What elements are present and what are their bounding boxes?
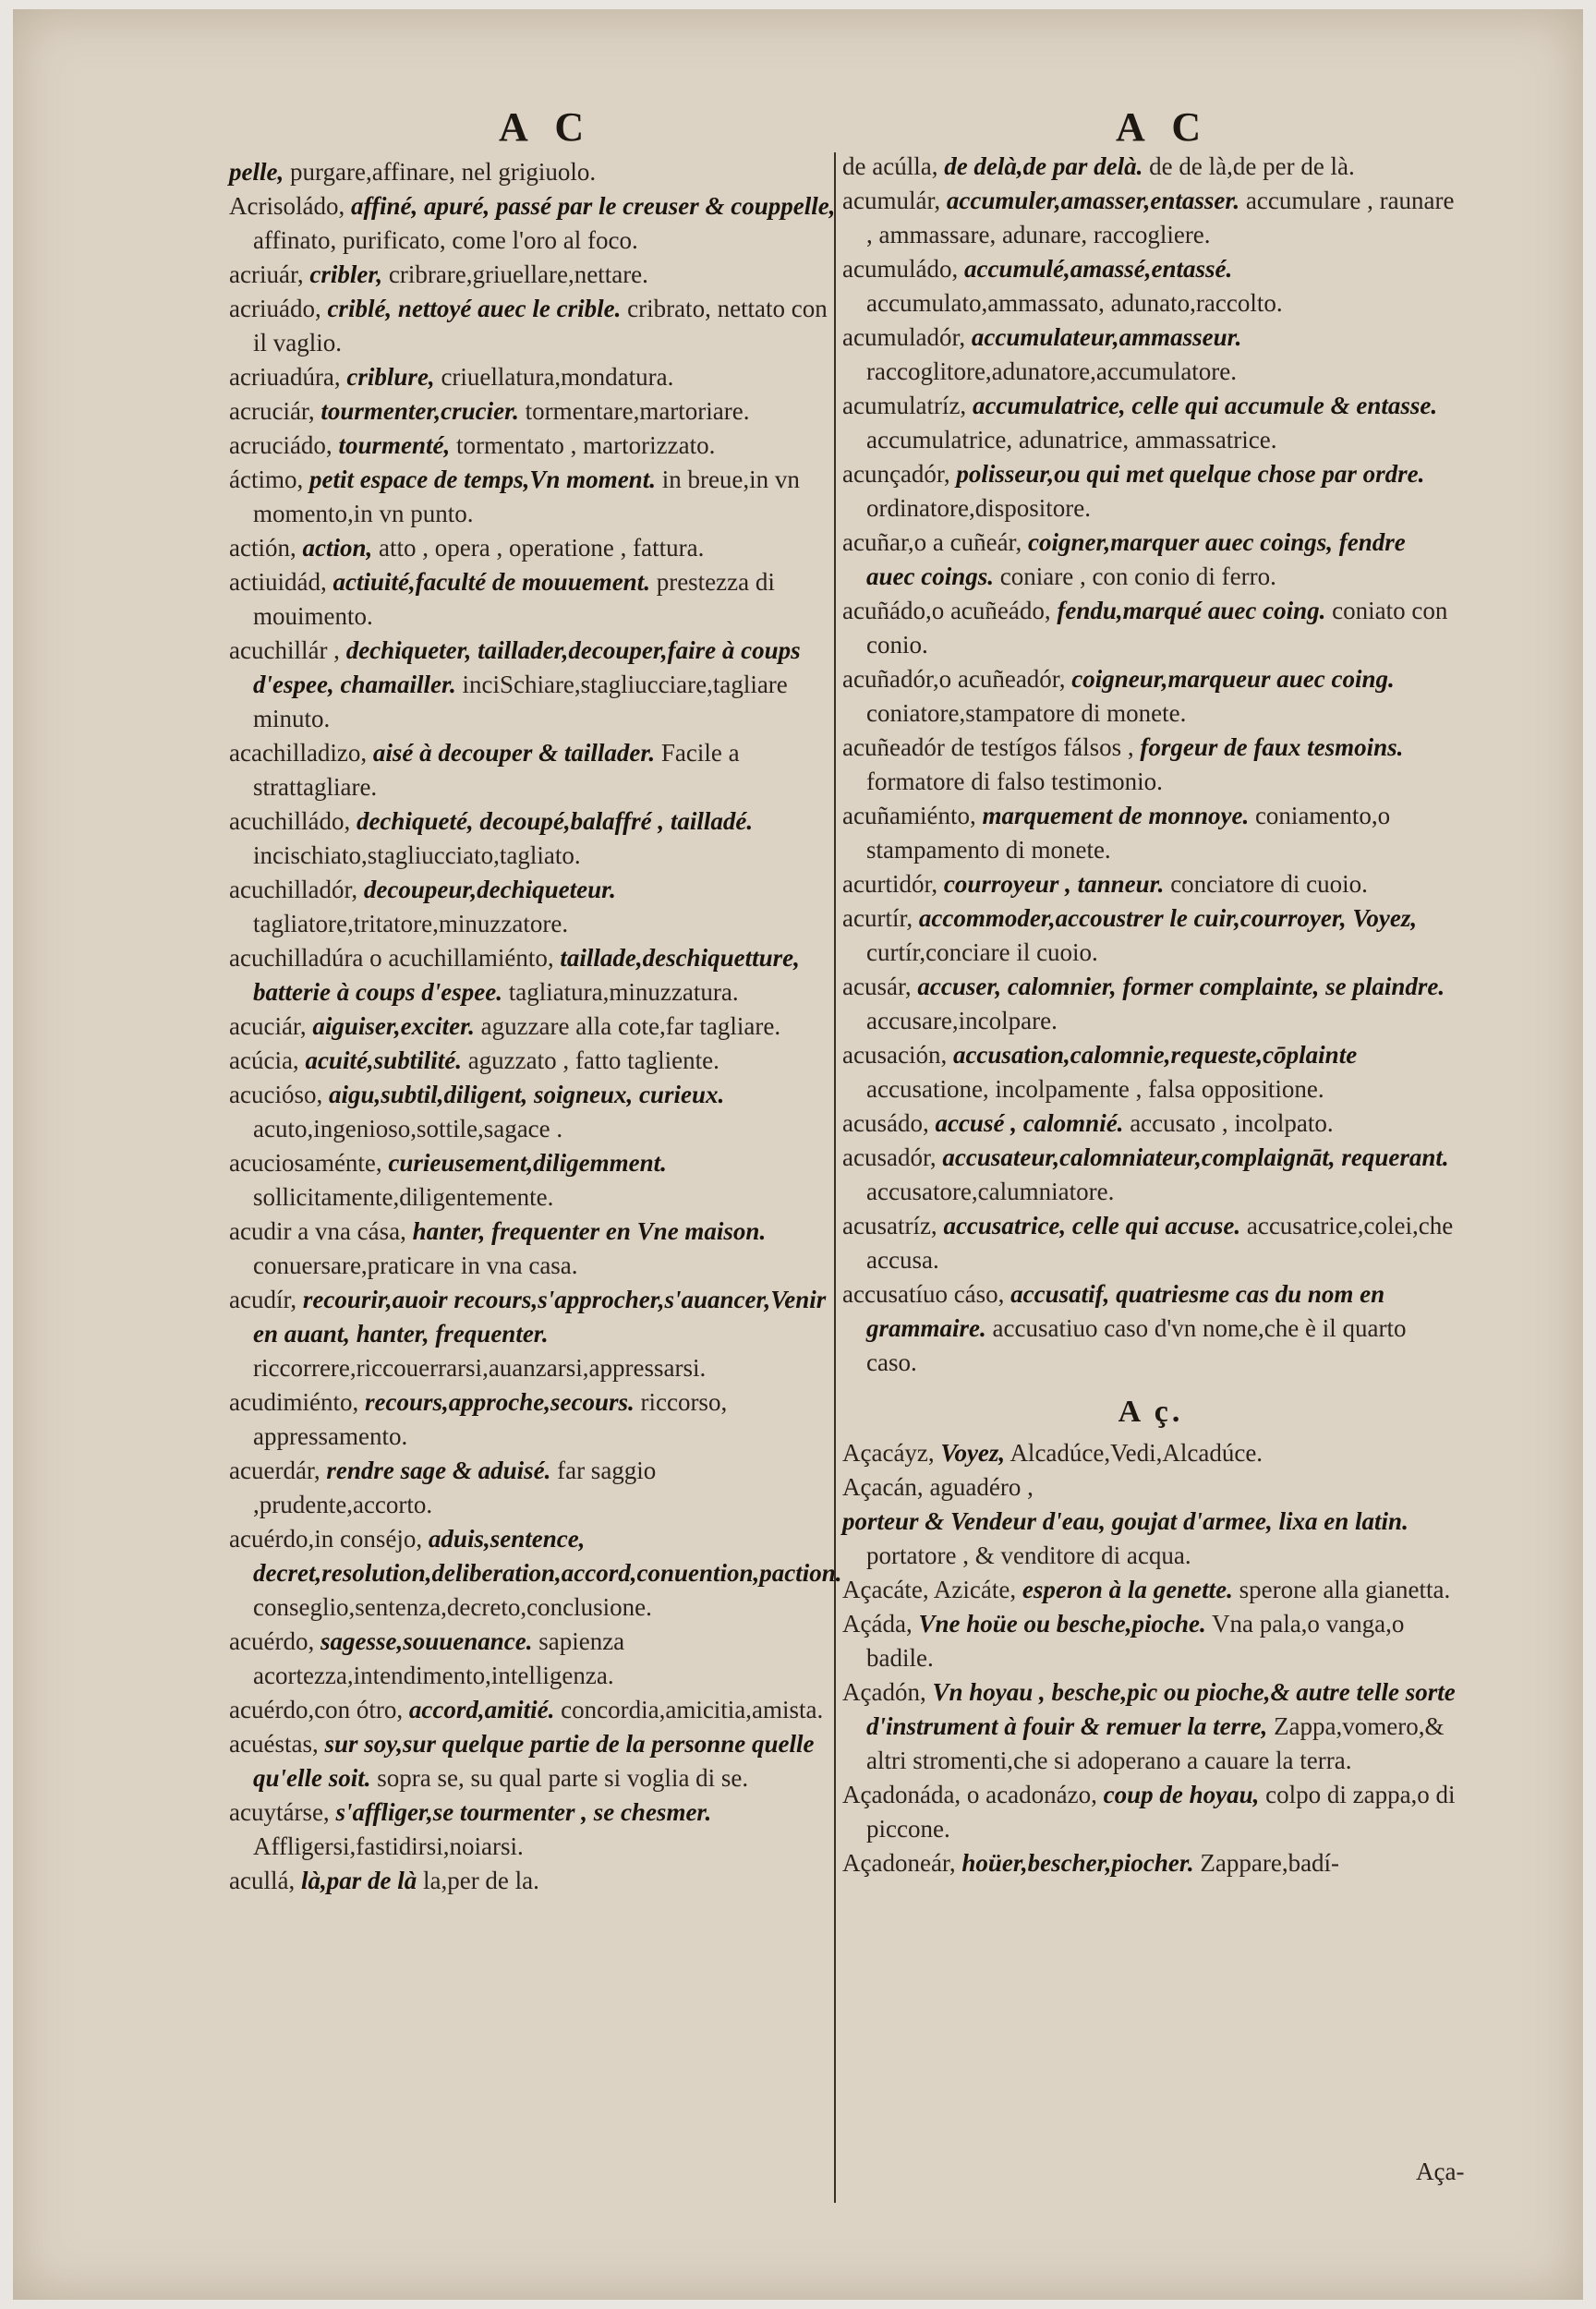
dictionary-entry bbox=[842, 252, 1459, 320]
entry-french-gloss: s'affliger,se tourmenter , se chesmer. bbox=[335, 1798, 712, 1826]
entry-headword: Açacán, bbox=[842, 1473, 924, 1501]
entry-headword: acusadór, bbox=[842, 1143, 937, 1171]
section-heading: A ç. bbox=[1118, 1395, 1184, 1429]
entry-headword: acumuladór, bbox=[842, 323, 966, 351]
entry-headword: acachilladizo, bbox=[229, 739, 368, 767]
entry-italian-gloss: tormentare,martoriare. bbox=[525, 397, 750, 425]
entry-french-gloss: rendre sage & aduisé. bbox=[326, 1457, 551, 1484]
entry-italian-gloss: Vna pala,o vanga,o badile. bbox=[866, 1610, 1405, 1672]
entry-italian-gloss: criuellatura,mondatura. bbox=[441, 363, 674, 391]
dictionary-entry bbox=[842, 1470, 1459, 1505]
dictionary-entry bbox=[229, 634, 839, 736]
entry-headword: Açacáte, Azicáte, bbox=[842, 1576, 1017, 1603]
dictionary-entry bbox=[229, 531, 839, 565]
entry-headword: Açáda, bbox=[842, 1610, 913, 1638]
dictionary-entry bbox=[229, 1454, 839, 1522]
entry-headword: áctimo, bbox=[229, 465, 304, 493]
entry-italian-gloss: conseglio,sentenza,decreto,conclusione. bbox=[253, 1593, 652, 1621]
entry-french-gloss: fendu,marqué auec coing. bbox=[1057, 597, 1326, 624]
entry-headword: acuéstas, bbox=[229, 1730, 319, 1758]
entry-italian-gloss: coniato con conio. bbox=[866, 597, 1448, 659]
entry-french-gloss: hanter, frequenter en Vne maison. bbox=[412, 1217, 767, 1245]
entry-italian-gloss: accumulare , raunare , ammassare, adunare, raccogliere. bbox=[866, 187, 1455, 248]
entry-headword: acullá, bbox=[229, 1867, 296, 1894]
entry-headword: actión, bbox=[229, 534, 296, 562]
entry-french-gloss: sur soy,sur quelque partie de la personne quelle qu'elle soit. bbox=[253, 1730, 815, 1792]
entry-italian-gloss: accusato , incolpato. bbox=[1130, 1109, 1334, 1137]
entry-french-gloss: petit espace de temps,Vn moment. bbox=[308, 465, 656, 493]
entry-french-gloss: accusatrice, celle qui accuse. bbox=[943, 1212, 1241, 1239]
entry-headword: acuérdo,con ótro, bbox=[229, 1696, 404, 1723]
dictionary-entry bbox=[842, 1209, 1459, 1277]
entry-italian-gloss: portatore , & venditore di acqua. bbox=[866, 1541, 1191, 1569]
entry-french-gloss: recours,approche,secours. bbox=[364, 1388, 635, 1416]
dictionary-entry bbox=[842, 457, 1459, 526]
entry-italian-gloss: riccorrere,riccouerrarsi,auanzarsi,appressarsi. bbox=[253, 1354, 707, 1382]
dictionary-entry bbox=[229, 804, 839, 873]
entry-italian-gloss: sopra se, su qual parte si voglia di se. bbox=[377, 1764, 749, 1792]
entry-italian-gloss: coniatore,stampatore di monete. bbox=[866, 699, 1187, 727]
entry-french-gloss: porteur & Vendeur d'eau, goujat d'armee, lixa en latin. bbox=[842, 1507, 1409, 1535]
dictionary-entry bbox=[842, 1277, 1459, 1380]
entry-french-gloss: accumulateur,ammasseur. bbox=[971, 323, 1242, 351]
right-column-entries-a bbox=[842, 150, 1459, 1380]
entry-italian-gloss: la,per de la. bbox=[422, 1867, 539, 1894]
entry-headword: de acúlla, bbox=[842, 152, 938, 180]
entry-french-gloss: aigu,subtil,diligent, soigneux, curieux. bbox=[328, 1081, 725, 1108]
dictionary-entry bbox=[229, 394, 839, 429]
entry-french-gloss: coup de hoyau, bbox=[1103, 1781, 1260, 1808]
entry-headword: accusatíuo cáso, bbox=[842, 1280, 1005, 1308]
entry-italian-gloss: tormentato , martorizzato. bbox=[455, 431, 716, 459]
entry-headword: acuchilládo, bbox=[229, 807, 351, 835]
entry-italian-gloss: Zappa,vomero,& altri stromenti,che si adoperano a cauare la terra. bbox=[866, 1712, 1445, 1774]
entry-headword: acucióso, bbox=[229, 1081, 323, 1108]
entry-italian-gloss: Zappare,badí- bbox=[1200, 1849, 1340, 1877]
entry-italian-gloss: affinato, purificato, come l'oro al foco. bbox=[253, 226, 638, 254]
entry-italian-gloss: accusatiuo caso d'vn nome,che è il quarto caso. bbox=[866, 1314, 1407, 1376]
dictionary-entry bbox=[842, 1778, 1459, 1846]
entry-headword: acumulár, bbox=[842, 187, 941, 214]
entry-french-gloss: aiguiser,exciter. bbox=[312, 1012, 475, 1040]
dictionary-entry bbox=[842, 1436, 1459, 1470]
entry-headword: Açacáyz, bbox=[842, 1439, 935, 1467]
dictionary-entry bbox=[842, 1846, 1459, 1880]
entry-italian-gloss: curtír,conciare il cuoio. bbox=[866, 938, 1098, 966]
dictionary-entry bbox=[229, 1146, 839, 1215]
entry-headword: acudimiénto, bbox=[229, 1388, 359, 1416]
entry-italian-gloss: aguzzare alla cote,far tagliare. bbox=[480, 1012, 781, 1040]
entry-headword: acunçadór, bbox=[842, 460, 950, 488]
entry-headword: acumulatríz, bbox=[842, 392, 967, 419]
entry-headword: acuchillár , bbox=[229, 636, 340, 664]
entry-italian-gloss: accumulatrice, adunatrice, ammassatrice. bbox=[866, 426, 1277, 453]
entry-headword: acusádo, bbox=[842, 1109, 929, 1137]
entry-french-gloss: decoupeur,dechiqueteur. bbox=[363, 876, 616, 903]
entry-italian-gloss: aguzzato , fatto tagliente. bbox=[467, 1046, 719, 1074]
dictionary-entry bbox=[229, 155, 839, 189]
dictionary-entry bbox=[842, 184, 1459, 252]
dictionary-entry bbox=[842, 731, 1459, 799]
entry-french-gloss: accumulatrice, celle qui accumule & entasse. bbox=[972, 392, 1438, 419]
entry-italian-gloss: accumulato,ammassato, adunato,raccolto. bbox=[866, 289, 1283, 317]
entry-italian-gloss: sapienza acortezza,intendimento,intelligenza. bbox=[253, 1627, 625, 1689]
dictionary-entry bbox=[229, 1864, 839, 1898]
entry-headword: acúcia, bbox=[229, 1046, 299, 1074]
entry-headword: acuérdo, bbox=[229, 1627, 315, 1655]
dictionary-entry bbox=[229, 1283, 839, 1385]
dictionary-entry bbox=[229, 1795, 839, 1864]
entry-italian-gloss: Facile a strattagliare. bbox=[253, 739, 740, 801]
entry-headword: acriuádo, bbox=[229, 295, 321, 322]
entry-italian-gloss: cribrare,griuellare,nettare. bbox=[388, 260, 648, 288]
dictionary-entry bbox=[842, 1038, 1459, 1106]
entry-headword: acuchilladúra o acuchillamiénto, bbox=[229, 944, 554, 972]
entry-headword: acusár, bbox=[842, 973, 912, 1000]
entry-italian-gloss: tagliatura,minuzzatura. bbox=[508, 978, 739, 1006]
entry-headword: Açadonáda, o acadonázo, bbox=[842, 1781, 1097, 1808]
dictionary-entry bbox=[842, 1675, 1459, 1778]
entry-headword: acudír, bbox=[229, 1286, 297, 1313]
dictionary-entry bbox=[842, 1573, 1459, 1607]
dictionary-entry bbox=[229, 1693, 839, 1727]
entry-french-gloss: tourmenter,crucier. bbox=[320, 397, 519, 425]
entry-italian-gloss: far saggio ,prudente,accorto. bbox=[253, 1457, 657, 1518]
entry-headword: acuciosaménte, bbox=[229, 1149, 382, 1177]
dictionary-entry bbox=[842, 150, 1459, 184]
entry-headword: acuerdár, bbox=[229, 1457, 320, 1484]
running-head-right: A C bbox=[1116, 104, 1211, 150]
entry-french-gloss: accusatif, quatriesme cas du nom en grammaire. bbox=[866, 1280, 1385, 1342]
entry-headword: Açadón, bbox=[842, 1678, 926, 1706]
entry-italian-gloss: accusare,incolpare. bbox=[866, 1007, 1058, 1034]
entry-italian-gloss: conuersare,praticare in vna casa. bbox=[253, 1251, 578, 1279]
entry-headword: acuñádo,o acuñeádo, bbox=[842, 597, 1051, 624]
entry-french-gloss: cribler, bbox=[309, 260, 383, 288]
entry-headword: Açadoneár, bbox=[842, 1849, 956, 1877]
entry-french-gloss: accommoder,accoustrer le cuir,courroyer, Voyez, bbox=[918, 904, 1418, 932]
entry-french-gloss: Vne hoüe ou besche,pioche. bbox=[918, 1610, 1206, 1638]
entry-french-gloss: criblé, nettoyé auec le crible. bbox=[327, 295, 622, 322]
entry-italian-gloss: de de là,de per de là. bbox=[1149, 152, 1355, 180]
entry-french-gloss: de delà,de par delà. bbox=[944, 152, 1143, 180]
entry-italian-gloss: conciatore di cuoio. bbox=[1170, 870, 1368, 898]
entry-french-gloss: hoüer,bescher,piocher. bbox=[961, 1849, 1194, 1877]
entry-french-gloss: esperon à la genette. bbox=[1022, 1576, 1233, 1603]
entry-italian-gloss: colpo di zappa,o di piccone. bbox=[866, 1781, 1456, 1843]
entry-french-gloss: accusateur,calomniateur,complaignāt, requerant. bbox=[942, 1143, 1449, 1171]
entry-french-gloss: aduis,sentence, decret,resolution,deliberation,accord,conuention,paction. bbox=[253, 1525, 842, 1587]
entry-french-gloss: là,par de là bbox=[300, 1867, 417, 1894]
dictionary-entry bbox=[842, 970, 1459, 1038]
entry-french-gloss: actiuité,faculté de mouuement. bbox=[332, 568, 650, 596]
entry-french-gloss: Vn hoyau , besche,pic ou pioche,& autre telle sorte d'instrument à fouir & remuer la terre, bbox=[866, 1678, 1456, 1740]
entry-headword: acruciár, bbox=[229, 397, 315, 425]
entry-french-gloss: pelle, bbox=[229, 158, 284, 186]
dictionary-entry bbox=[229, 1215, 839, 1283]
dictionary-entry bbox=[229, 1078, 839, 1146]
entry-french-gloss: curieusement,diligemment. bbox=[388, 1149, 667, 1177]
entry-italian-gloss: accusatione, incolpamente , falsa oppositione. bbox=[866, 1075, 1324, 1103]
entry-headword: acuñar,o a cuñeár, bbox=[842, 528, 1022, 556]
entry-french-gloss: coigneur,marqueur auec coing. bbox=[1071, 665, 1395, 693]
entry-french-gloss: accuser, calomnier, former complainte, se plaindre. bbox=[917, 973, 1445, 1000]
dictionary-entry bbox=[229, 292, 839, 360]
entry-italian-gloss: coniare , con conio di ferro. bbox=[999, 562, 1276, 590]
entry-headword: acuchilladór, bbox=[229, 876, 358, 903]
entry-headword: acurtír, bbox=[842, 904, 913, 932]
dictionary-entry bbox=[229, 1009, 839, 1044]
dictionary-entry bbox=[229, 1044, 839, 1078]
dictionary-entry bbox=[229, 736, 839, 804]
entry-headword: acuytárse, bbox=[229, 1798, 330, 1826]
entry-french-gloss: forgeur de faux tesmoins. bbox=[1140, 733, 1404, 761]
dictionary-entry bbox=[229, 565, 839, 634]
entry-french-gloss: accumulé,amassé,entassé. bbox=[963, 255, 1233, 283]
dictionary-entry bbox=[229, 360, 839, 394]
entry-french-gloss: accusation,calomnie,requeste,cōplainte bbox=[952, 1041, 1358, 1069]
dictionary-entry bbox=[229, 258, 839, 292]
running-head-left: A C bbox=[499, 104, 594, 150]
entry-headword: Acrisoládo, bbox=[229, 192, 345, 220]
entry-headword: acuérdo,in conséjo, bbox=[229, 1525, 423, 1553]
entry-french-gloss: accord,amitié. bbox=[408, 1696, 555, 1723]
entry-italian-gloss: aguadéro , bbox=[929, 1473, 1034, 1501]
entry-french-gloss: affiné, apuré, passé par le creuser & couppelle, bbox=[350, 192, 836, 220]
dictionary-entry bbox=[229, 1727, 839, 1795]
entry-italian-gloss: concordia,amicitia,amista. bbox=[561, 1696, 824, 1723]
entry-french-gloss: coigner,marquer auec coings, fendre auec coings. bbox=[866, 528, 1406, 590]
dictionary-entry bbox=[842, 867, 1459, 901]
dictionary-entry bbox=[229, 1625, 839, 1693]
entry-italian-gloss: accusatore,calumniatore. bbox=[866, 1178, 1115, 1205]
dictionary-entry bbox=[842, 1141, 1459, 1209]
entry-headword: actiuidád, bbox=[229, 568, 327, 596]
entry-french-gloss: dechiqueté, decoupé,balaffré , tailladé. bbox=[356, 807, 754, 835]
entry-italian-gloss: sollicitamente,diligentemente. bbox=[253, 1183, 554, 1211]
entry-headword: acurtidór, bbox=[842, 870, 938, 898]
entry-italian-gloss: Alcadúce,Vedi,Alcadúce. bbox=[1010, 1439, 1264, 1467]
entry-italian-gloss: coniamento,o stampamento di monete. bbox=[866, 802, 1391, 864]
entry-headword: acruciádo, bbox=[229, 431, 332, 459]
dictionary-entry bbox=[229, 429, 839, 463]
entry-french-gloss: polisseur,ou qui met quelque chose par ordre. bbox=[956, 460, 1425, 488]
entry-headword: acusación, bbox=[842, 1041, 948, 1069]
dictionary-entry bbox=[229, 463, 839, 531]
entry-french-gloss: accusé , calomnié. bbox=[935, 1109, 1124, 1137]
entry-headword: acriuadúra, bbox=[229, 363, 341, 391]
entry-headword: acudir a vna cása, bbox=[229, 1217, 406, 1245]
entry-french-gloss: action, bbox=[302, 534, 373, 562]
entry-headword: acusatríz, bbox=[842, 1212, 937, 1239]
entry-headword: acuñadór,o acuñeadór, bbox=[842, 665, 1066, 693]
entry-italian-gloss: riccorso, appressamento. bbox=[253, 1388, 728, 1450]
entry-italian-gloss: ordinatore,dispositore. bbox=[866, 494, 1091, 522]
dictionary-entry bbox=[229, 941, 839, 1009]
entry-italian-gloss: incischiato,stagliucciato,tagliato. bbox=[253, 841, 581, 869]
dictionary-entry bbox=[842, 1607, 1459, 1675]
dictionary-entry bbox=[842, 1505, 1459, 1573]
entry-french-gloss: dechiqueter, taillader,decouper,faire à coups d'espee, chamailler. bbox=[253, 636, 801, 698]
entry-headword: acuñeadór de testígos fálsos , bbox=[842, 733, 1134, 761]
entry-italian-gloss: atto , opera , operatione , fattura. bbox=[379, 534, 705, 562]
entry-italian-gloss: purgare,affinare, nel grigiuolo. bbox=[289, 158, 597, 186]
entry-italian-gloss: sperone alla gianetta. bbox=[1239, 1576, 1451, 1603]
entry-french-gloss: Voyez, bbox=[940, 1439, 1006, 1467]
left-column bbox=[229, 155, 842, 1898]
dictionary-entry bbox=[842, 594, 1459, 662]
entry-french-gloss: tourmenté, bbox=[338, 431, 451, 459]
entry-french-gloss: aisé à decouper & taillader. bbox=[372, 739, 656, 767]
right-column-entries-b bbox=[842, 1436, 1459, 1880]
right-column bbox=[842, 150, 1459, 1880]
dictionary-entry bbox=[842, 901, 1459, 970]
entry-french-gloss: accumuler,amasser,entasser. bbox=[946, 187, 1240, 214]
entry-french-gloss: courroyeur , tanneur. bbox=[943, 870, 1165, 898]
dictionary-entry bbox=[842, 799, 1459, 867]
dictionary-entry bbox=[842, 662, 1459, 731]
dictionary-entry bbox=[842, 320, 1459, 389]
entry-italian-gloss: inciSchiare,stagliucciare,tagliare minuto. bbox=[253, 671, 788, 732]
dictionary-entry bbox=[229, 873, 839, 941]
entry-french-gloss: taillade,deschiquetture, batterie à coups d'espee. bbox=[253, 944, 800, 1006]
entry-headword: acuñamiénto, bbox=[842, 802, 976, 829]
dictionary-entry bbox=[229, 189, 839, 258]
entry-headword: acriuár, bbox=[229, 260, 304, 288]
entry-italian-gloss: in breue,in vn momento,in vn punto. bbox=[253, 465, 800, 527]
entry-italian-gloss: acuto,ingenioso,sottile,sagace . bbox=[253, 1115, 563, 1142]
entry-french-gloss: recourir,auoir recours,s'approcher,s'auancer,Venir en auant, hanter, frequenter. bbox=[253, 1286, 827, 1348]
entry-italian-gloss: formatore di falso testimonio. bbox=[866, 768, 1163, 795]
entry-italian-gloss: accusatrice,colei,che accusa. bbox=[866, 1212, 1454, 1274]
entry-italian-gloss: tagliatore,tritatore,minuzzatore. bbox=[253, 910, 569, 937]
entry-headword: acuciár, bbox=[229, 1012, 307, 1040]
dictionary-entry bbox=[229, 1522, 842, 1625]
entry-french-gloss: marquement de monnoye. bbox=[982, 802, 1250, 829]
entry-italian-gloss: raccoglitore,adunatore,accumulatore. bbox=[866, 357, 1238, 385]
entry-italian-gloss: cribrato, nettato con il vaglio. bbox=[253, 295, 828, 357]
entry-headword: acumuládo, bbox=[842, 255, 959, 283]
entry-french-gloss: criblure, bbox=[346, 363, 435, 391]
entry-italian-gloss: prestezza di mouimento. bbox=[253, 568, 775, 630]
entry-french-gloss: acuité,subtilité. bbox=[305, 1046, 462, 1074]
entry-italian-gloss: Affligersi,fastidirsi,noiarsi. bbox=[253, 1832, 524, 1860]
catchword: Aça- bbox=[1416, 2158, 1465, 2185]
dictionary-entry bbox=[842, 389, 1459, 457]
dictionary-entry bbox=[229, 1385, 839, 1454]
dictionary-entry bbox=[842, 526, 1459, 594]
dictionary-entry bbox=[842, 1106, 1459, 1141]
entry-french-gloss: sagesse,souuenance. bbox=[320, 1627, 533, 1655]
